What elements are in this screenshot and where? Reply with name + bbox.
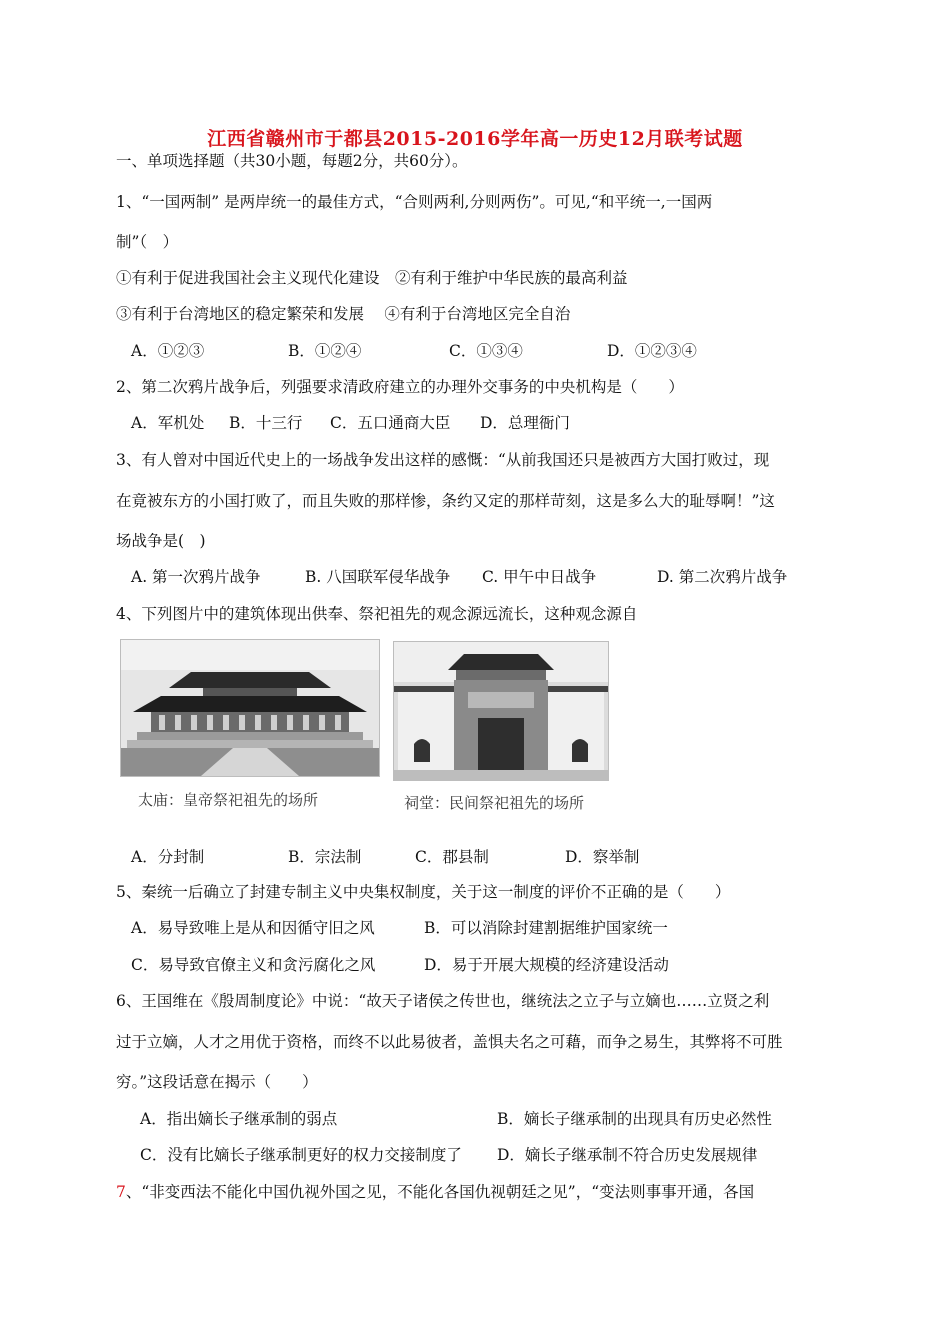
taimiao-illustration [121,640,379,776]
q6-option-a: A．指出嫡长子继承制的弱点 [140,1110,338,1128]
q7-number: 7 [116,1183,126,1201]
q3-option-d: D. 第二次鸦片战争 [657,568,788,586]
q1-text-line2: 制”（ ） [116,233,179,251]
q1-text-line1: 1、“一国两制” 是两岸统一的最佳方式，“合则两利,分则两伤”。可见,“和平统一,一国两 [116,193,713,211]
q1-statement-line1: ①有利于促进我国社会主义现代化建设 ②有利于维护中华民族的最高利益 [116,269,628,287]
q6-text-line3: 穷。”这段话意在揭示（ ） [116,1073,318,1091]
q6-option-b: B．嫡长子继承制的出现具有历史必然性 [497,1110,772,1128]
q3-option-c: C. 甲午中日战争 [482,568,597,586]
citang-caption: 祠堂：民间祭祀祖先的场所 [404,794,585,812]
q6-text-line2: 过于立嫡，人才之用优于资格，而终不以此易彼者，盖惧夫名之可藉，而争之易生，其弊将不可胜 [116,1033,783,1051]
q4-option-b: B．宗法制 [288,848,362,866]
q2-option-b: B．十三行 [229,414,303,432]
q7-text [116,1181,754,1203]
q5-text: 5、秦统一后确立了封建专制主义中央集权制度，关于这一制度的评价不正确的是（ ） [116,883,731,901]
q6-option-d: D．嫡长子继承制不符合历史发展规律 [497,1146,758,1164]
q3-option-b: B. 八国联军侵华战争 [305,568,451,586]
q1-option-a: A．①②③ [131,342,205,360]
taimiao-photo [120,639,380,777]
q5-option-a: A．易导致唯上是从和因循守旧之风 [131,919,375,937]
q4-option-c: C．郡县制 [415,848,489,866]
q3-option-a: A. 第一次鸦片战争 [131,568,261,586]
section-heading: 一、单项选择题（共30小题，每题2分，共60分）。 [116,152,468,170]
q5-option-c: C．易导致官僚主义和贪污腐化之风 [131,956,376,974]
q3-text-line2: 在竟被东方的小国打败了，而且失败的那样惨，条约又定的那样苛刻，这是多么大的耻辱啊！”这 [116,492,775,510]
q5-option-b: B．可以消除封建割据维护国家统一 [424,919,668,937]
q5-option-d: D．易于开展大规模的经济建设活动 [424,956,669,974]
citang-illustration [394,642,608,780]
page-title: 江西省赣州市于都县2015-2016学年高一历史12月联考试题 [207,128,743,150]
taimiao-caption: 太庙：皇帝祭祀祖先的场所 [138,791,319,809]
q2-option-a: A．军机处 [131,414,205,432]
q4-option-a: A．分封制 [131,848,205,866]
q4-option-d: D．察举制 [565,848,640,866]
q4-text: 4、下列图片中的建筑体现出供奉、祭祀祖先的观念源远流长，这种观念源自 [116,605,638,623]
citang-photo [393,641,609,781]
q2-text: 2、第二次鸦片战争后，列强要求清政府建立的办理外交事务的中央机构是（ ） [116,378,684,396]
q3-text-line3: 场战争是( ) [116,532,206,550]
q2-option-c: C．五口通商大臣 [330,414,451,432]
q1-option-c: C．①③④ [449,342,523,360]
q3-text-line1: 3、有人曾对中国近代史上的一场战争发出这样的感慨：“从前我国还只是被西方大国打败过，现 [116,451,770,469]
q1-statement-line2: ③有利于台湾地区的稳定繁荣和发展 ④有利于台湾地区完全自治 [116,305,571,323]
q1-option-d: D．①②③④ [607,342,697,360]
q6-text-line1: 6、王国维在《殷周制度论》中说：“故天子诸侯之传世也，继统法之立子与立嫡也……立贤之利 [116,992,770,1010]
q7-text-line1: 、“非变西法不能化中国仇视外国之见，不能化各国仇视朝廷之见”，“变法则事事开通，各国 [125,1183,755,1201]
q2-option-d: D．总理衙门 [480,414,570,432]
q1-option-b: B．①②④ [288,342,362,360]
q6-option-c: C．没有比嫡长子继承制更好的权力交接制度了 [140,1146,462,1164]
